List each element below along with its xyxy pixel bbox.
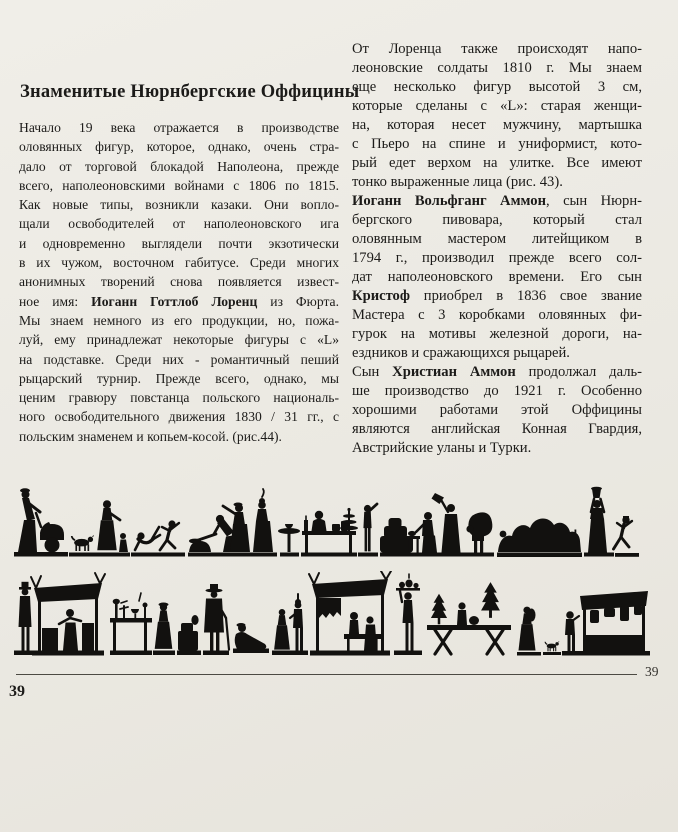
man-raised-arm-silhouette	[358, 504, 378, 557]
text-line: всего, наполеоновскими войнами с 1806 по 1815.	[19, 177, 339, 193]
dog-silhouette	[69, 535, 95, 556]
text-line: еще несколько фигур высотой 3 см,	[352, 79, 642, 95]
tray-carrier-silhouette	[394, 574, 422, 655]
page-title: Знаменитые Нюрнбергские Оффицины	[20, 82, 360, 103]
text-line: оловянным мастером литейщиком в	[352, 231, 642, 247]
text-line: ше производство до 1921 г. Особенно	[352, 383, 642, 399]
sack-carrier-silhouette	[464, 512, 494, 556]
text-line: польским знаменем и копьем-косой. (рис.44).	[19, 428, 282, 444]
text-line: рый едет верхом на улитке. Все имеют	[352, 155, 642, 171]
text-line: луй, ему принадлежат некоторые фигуры с «L»	[19, 332, 339, 348]
silhouette-strip-top-illustration	[14, 477, 664, 565]
text-line: Сын Христиан Аммон продолжал даль-	[352, 364, 642, 380]
pedestal-table-silhouette	[278, 524, 300, 557]
ornament-table-silhouette	[110, 593, 152, 655]
text-line: дат наполеоновского времени. Его сын	[352, 269, 642, 285]
text-line: Иоганн Вольфганг Аммон, сын Нюрн-	[352, 193, 642, 209]
text-line: ценим гравюру повстанца польского националь-	[19, 390, 339, 406]
couple-silhouette	[272, 594, 308, 655]
running-boy-silhouette	[614, 516, 640, 557]
text-line: которые сделаны с «L»: старая женщи-	[352, 98, 642, 114]
text-line: оловянных фигур, которое, однако, очень стра-	[19, 139, 339, 155]
tree-stand-table-silhouette	[427, 582, 511, 654]
man-with-axe-silhouette	[432, 493, 465, 557]
text-line: рыцарский турнир. Прежде всего, однако, мы	[19, 370, 339, 386]
text-line: щали освободителей от наполеоновского ига	[19, 216, 339, 232]
text-line: являются английская Конная Гвардия,	[352, 421, 642, 437]
two-market-women-silhouette	[223, 489, 277, 557]
text-line: леоновские солдаты 1810 г. Мы знаем	[352, 60, 642, 76]
playing-children-silhouette	[131, 520, 185, 556]
seated-woman-silhouette	[233, 623, 269, 653]
text-line: тонко выраженные лица (рис. 43).	[352, 174, 563, 190]
page-number-margin: 39	[645, 664, 659, 679]
left-column	[19, 118, 339, 446]
text-line: анонимных творений снова появляется извест-	[19, 274, 339, 290]
text-line: Кристоф приобрел в 1836 свое звание	[352, 288, 642, 304]
text-line: Начало 19 века отражается в производстве	[19, 120, 339, 135]
text-line: гурок на мотивы железной дороги, на-	[352, 326, 642, 342]
gentleman-with-cane-silhouette	[203, 584, 229, 655]
text-line: ездников и сражающихся рыцарей.	[352, 345, 570, 361]
woman-with-child-silhouette	[517, 607, 541, 656]
goods-pile-silhouette	[177, 615, 201, 655]
standing-woman-silhouette	[153, 603, 175, 656]
silhouettes-stalls-scene-icon	[14, 571, 664, 665]
text-line: 1794 г., производил прежде всего сол-	[352, 250, 642, 266]
text-line: хорошими работами этой Оффицины	[352, 402, 642, 418]
text-line: бергского пивовара, который стал	[352, 212, 642, 228]
text-line: Как новые типы, возникли казаки. Они вопло-	[19, 197, 339, 213]
woman-with-jug-on-head-silhouette	[584, 487, 614, 557]
text-line: на подставке. Среди них - романтичный пеший	[19, 351, 339, 367]
text-line: Австрийские уланы и Турки.	[352, 440, 532, 456]
text-line: От Лоренца также происходят напо-	[352, 41, 642, 57]
silhouettes-market-scene-icon	[14, 477, 664, 565]
text-line: Мастера с 3 коробками оловянных фи-	[352, 307, 642, 323]
text-line: ное имя: Иоганн Готтлоб Лоренц из Фюрта.	[19, 293, 339, 309]
text-line: с Пьеро на спине и униформист, кото-	[352, 136, 642, 152]
market-stall-c-silhouette	[562, 591, 650, 656]
right-column	[352, 40, 642, 458]
silhouette-strip-bottom-illustration	[14, 571, 664, 665]
text-line: дало от торговой блокадой Наполеона, прежде	[19, 158, 339, 174]
goods-mound-silhouette	[497, 519, 582, 557]
text-line: и одновременно выглядели почти экзотически	[19, 235, 339, 251]
text-line: Мы знаем немного из его продукции, но, пожа-	[19, 312, 339, 328]
small-dog-silhouette	[543, 641, 561, 655]
market-stall-b-silhouette	[309, 571, 391, 656]
footer-rule	[16, 674, 637, 675]
text-line: в их чужом, восточном габитусе. Среди многих	[19, 255, 339, 271]
market-stall-a-silhouette	[31, 573, 105, 656]
man-with-hat-silhouette	[14, 582, 38, 655]
counter-table-with-wares-silhouette	[301, 508, 358, 557]
woman-with-pram-silhouette	[14, 488, 68, 556]
page-number-footer: 39	[9, 683, 25, 700]
text-line: на, которая несет мужчину, мартышка	[352, 117, 642, 133]
text-line: ного освободительного движения 1830 / 31 гг., с	[19, 409, 339, 425]
mother-and-child-silhouette	[94, 500, 130, 556]
